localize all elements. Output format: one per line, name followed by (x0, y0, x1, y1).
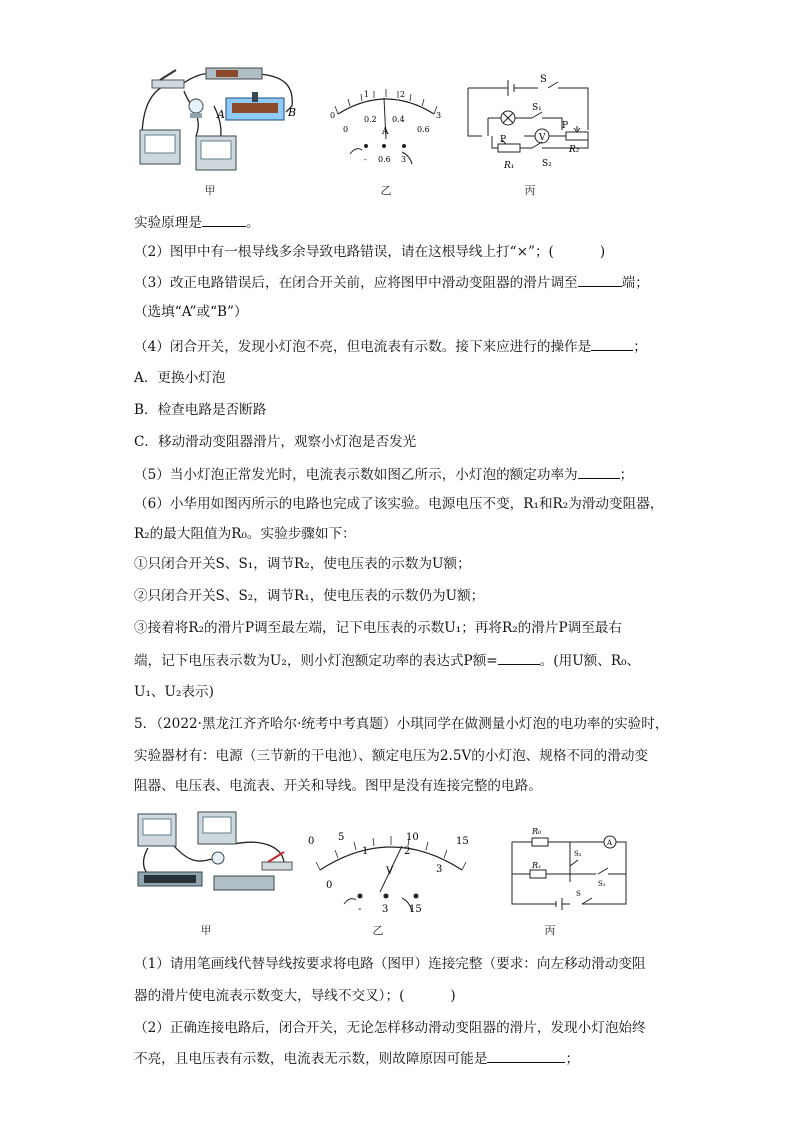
p5-blank[interactable] (578, 464, 620, 479)
circuit-v: V (539, 133, 546, 143)
fig5-jia-circuit-photo (134, 808, 304, 900)
circuit-s2: S₂ (542, 159, 552, 169)
circuit-r2: R₂ (569, 145, 580, 155)
q4-option-a: A．更换小灯泡 (134, 370, 226, 386)
q4-step-3-line-1: ③接着将R₂的滑片P调至最左端，记下电压表的示数U₁；再将R₂的滑片P调至最右 (134, 620, 622, 636)
q5-caption-bing: 丙 (544, 924, 556, 937)
circuit-ammeter: A (607, 839, 613, 847)
q4-step-1: ①只闭合开关S、S₁，调节R₂，使电压表的示数为U额； (134, 556, 471, 572)
terminal-3: 3 (401, 155, 407, 164)
q5-tick-top-3: 15 (456, 836, 469, 847)
circuit-p2: P (562, 121, 569, 131)
q4-p6-line-1: （6）小华用如图丙所示的电路也完成了该实验。电源电压不变，R₁和R₂为滑动变阻器， (134, 496, 664, 512)
caption-bing: 丙 (524, 184, 536, 197)
q5-intro-2: 实验器材有：电源（三节新的干电池）、额定电压为2.5V的小灯泡、规格不同的滑动变 (134, 748, 649, 764)
fig-yi-ammeter-dial (326, 84, 446, 174)
q5-terminal-3: 3 (382, 904, 389, 915)
q5-circuit-s2: S₂ (574, 850, 582, 858)
tick-bottom-1: 0.2 (364, 115, 377, 124)
meter-unit: A (382, 127, 389, 137)
q5-terminal-neg: - (358, 904, 362, 915)
q4-p4-line: （4）闭合开关，发现小灯泡不亮，但电流表有示数。接下来应进行的操作是 ； (134, 336, 647, 357)
q5-p1-line-1: （1）请用笔画线代替导线按要求将电路（图甲）连接完整（要求：向左移动滑动变阻 (134, 956, 646, 972)
q4-p6-line-2: R₂的最大阻值为R₀。实验步骤如下： (134, 526, 356, 542)
q5-p1-line-2: 器的滑片使电流表示数变大，导线不交叉）；( ) (134, 988, 456, 1004)
circuit-s: S (540, 74, 547, 85)
circuit-r1: R₁ (504, 161, 515, 171)
q5-tick-bottom-0: 0 (326, 880, 333, 891)
q5-meter-unit: V (386, 866, 394, 877)
q4-principle-line: 实验原理是 。 (134, 212, 260, 233)
q5-tick-top-2: 10 (406, 832, 419, 843)
tick-top-3: 3 (436, 111, 442, 120)
principle-blank[interactable] (202, 212, 246, 227)
caption-yi: 乙 (380, 184, 392, 197)
q5-intro-3: 阻器、电压表、电流表、开关和导线。图甲是没有连接完整的电路。 (134, 778, 542, 794)
q5-tick-top-0: 0 (308, 836, 315, 847)
circuit-r0: R₀ (532, 827, 542, 836)
q4-p5-line: （5）当小灯泡正常发光时，电流表示数如图乙所示，小灯泡的额定功率为 ； (134, 464, 633, 485)
caption-jia: 甲 (204, 184, 216, 197)
circuit-s1: S₁ (532, 103, 542, 113)
terminal-neg: - (364, 155, 367, 164)
q5-circuit-s: S (576, 890, 581, 898)
circuit-p1: P (500, 135, 507, 145)
q5-p2-line-2: 不亮，且电压表有示数，电流表无示数，则故障原因可能是 ； (134, 1048, 579, 1069)
q5-tick-bottom-3: 3 (436, 864, 443, 875)
q4-option-b: B．检查电路是否断路 (134, 402, 267, 418)
q4-p3-line: （3）改正电路错误后，在闭合开关前，应将图甲中滑动变阻器的滑片调至 端； (134, 272, 649, 293)
q5-terminal-15: 15 (409, 904, 422, 915)
q5-caption-yi: 乙 (372, 924, 384, 937)
tick-top-2: 2 (400, 90, 406, 99)
tick-bottom-3: 0.6 (417, 125, 430, 134)
q5-tick-bottom-1: 1 (362, 846, 369, 857)
p3-blank[interactable] (578, 272, 622, 287)
tick-top-0: 0 (330, 111, 336, 120)
q4-option-c: C．移动滑动变阻器滑片，观察小灯泡是否发光 (134, 434, 417, 450)
tick-bottom-2: 0.4 (392, 115, 405, 124)
step3-blank[interactable] (498, 650, 540, 665)
fig-bing-circuit-diagram (462, 70, 598, 180)
circuit-rx: Rₓ (532, 861, 541, 870)
label-a: A (217, 108, 225, 121)
q5-p2-line-1: （2）正确连接电路后，闭合开关，无论怎样移动滑动变阻器的滑片，发现小灯泡始终 (134, 1020, 646, 1036)
q5-intro-1: 5．（2022·黑龙江齐齐哈尔·统考中考真题）小琪同学在做测量小灯泡的电功率的实验时， (134, 716, 669, 732)
q5-tick-bottom-2: 2 (404, 846, 411, 857)
q4-p3-note: （选填“A”或“B”） (134, 304, 248, 320)
tick-top-1: 1 (364, 90, 370, 99)
q5-tick-top-1: 5 (338, 832, 345, 843)
q4-step-2: ②只闭合开关S、S₂，调节R₁，使电压表的示数仍为U额； (134, 588, 485, 604)
q4-step-3-line-2: 端，记下电压表示数为U₂，则小灯泡额定功率的表达式P额= 。(用U额、R₀、 (134, 650, 640, 671)
q5-p2-blank[interactable] (487, 1048, 565, 1063)
tick-bottom-0: 0 (343, 125, 349, 134)
fig5-yi-voltmeter-dial (306, 830, 476, 920)
fig-jia-circuit-photo (134, 66, 304, 176)
q4-p2-line: （2）图甲中有一根导线多余导致电路错误，请在这根导线上打“×”；( ) (134, 244, 606, 260)
q4-step-3-line-3: U₁、U₂表示) (134, 684, 214, 700)
q5-caption-jia: 甲 (200, 924, 212, 937)
fig5-bing-circuit-diagram (508, 822, 632, 918)
label-b: B (288, 106, 297, 119)
q5-circuit-s1: S₁ (598, 880, 606, 888)
p4-blank[interactable] (591, 336, 633, 351)
terminal-0-6: 0.6 (378, 155, 391, 164)
